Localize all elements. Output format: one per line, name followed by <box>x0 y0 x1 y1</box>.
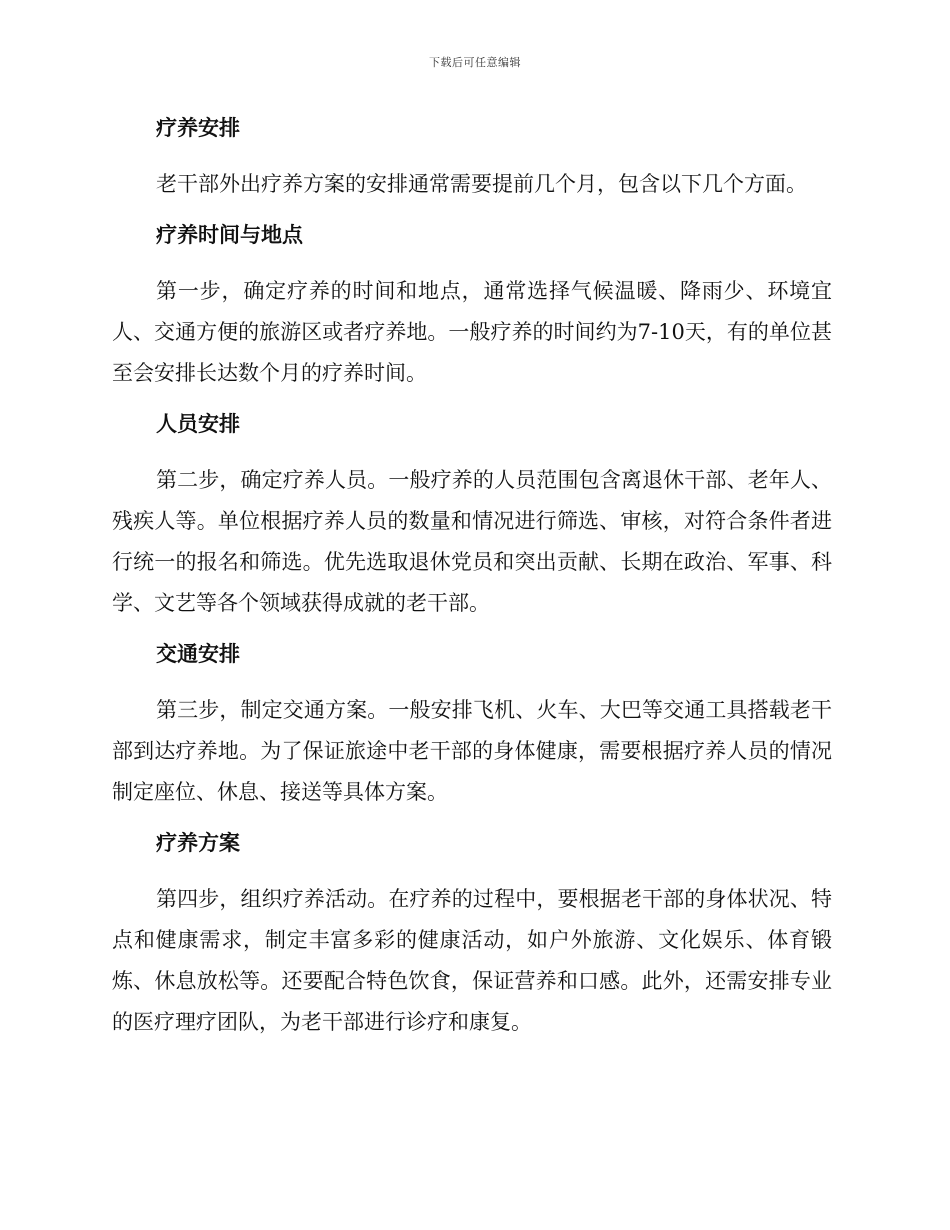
section-heading-1: 疗养安排 <box>156 115 240 140</box>
section-paragraph-5: 第四步，组织疗养活动。在疗养的过程中，要根据老干部的身体状况、特点和健康需求，制定丰富多彩的健康活动，如户外旅游、文化娱乐、体育锻炼、休息放松等。还要配合特色饮食，保证营养和口感。此外，还需安排专业的医疗理疗团队，为老干部进行诊疗和康复。 <box>112 887 832 1034</box>
document-body <box>112 112 832 1043</box>
header-note: 下载后可任意编辑 <box>429 56 521 69</box>
section-paragraph-1: 老干部外出疗养方案的安排通常需要提前几个月，包含以下几个方面。 <box>156 172 807 196</box>
section-paragraph-4: 第三步，制定交通方案。一般安排飞机、火车、大巴等交通工具搭载老干部到达疗养地。为了保证旅途中老干部的身体健康，需要根据疗养人员的情况制定座位、休息、接送等具体方案。 <box>112 698 832 804</box>
section-paragraph-3: 第二步，确定疗养人员。一般疗养的人员范围包含离退休干部、老年人、残疾人等。单位根据疗养人员的数量和情况进行筛选、审核，对符合条件者进行统一的报名和筛选。优先选取退休党员和突出贡献、长期在政治、军事、科学、文艺等各个领域获得成就的老干部。 <box>112 468 832 615</box>
section-heading-5: 疗养方案 <box>156 830 240 855</box>
section-heading-3: 人员安排 <box>156 411 240 436</box>
section-paragraph-2: 第一步，确定疗养的时间和地点，通常选择气候温暖、降雨少、环境宜人、交通方便的旅游区或者疗养地。一般疗养的时间约为7-10天，有的单位甚至会安排长达数个月的疗养时间。 <box>112 279 832 385</box>
section-heading-4: 交通安排 <box>156 641 240 666</box>
section-heading-2: 疗养时间与地点 <box>156 222 303 247</box>
